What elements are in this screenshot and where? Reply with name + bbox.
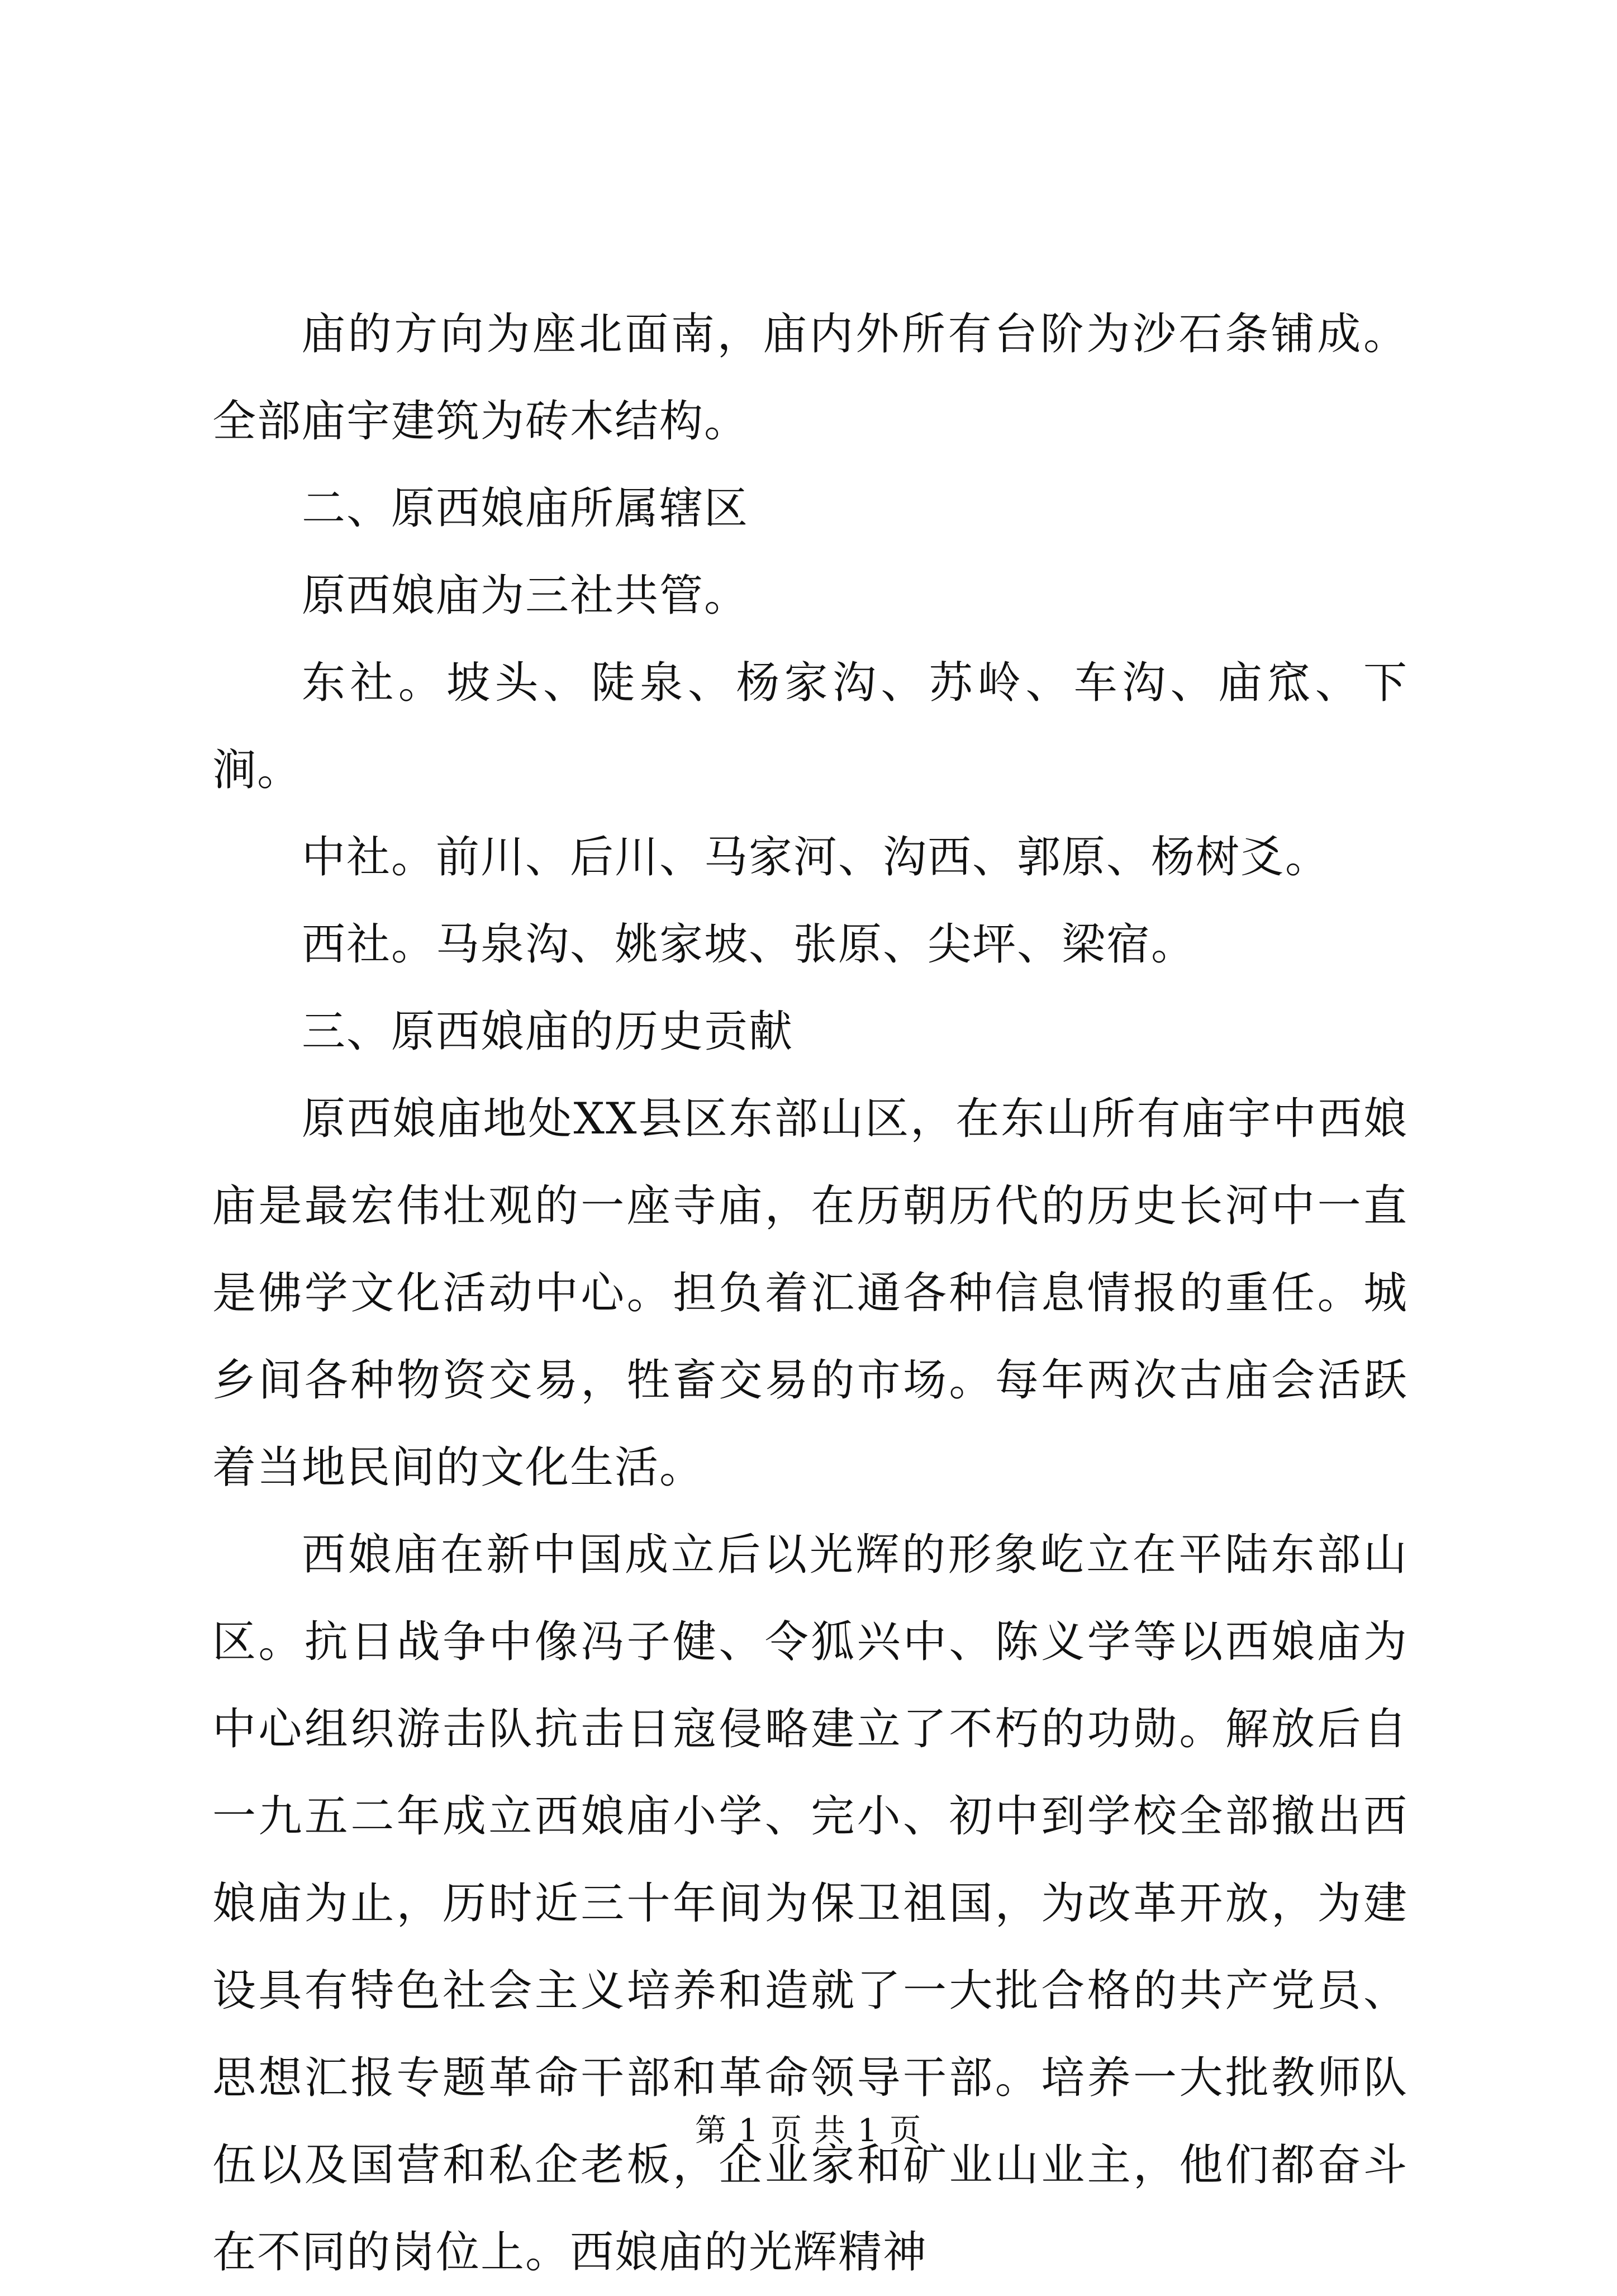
page-footer: 第 1 页 共 1 页 xyxy=(695,2113,922,2149)
paragraph-east-community: 东社。坡头、陡泉、杨家沟、苏岭、车沟、庙窊、下涧。 xyxy=(212,658,1408,795)
paragraph-middle-community: 中社。前川、后川、马家河、沟西、郭原、杨树爻。 xyxy=(302,832,1330,883)
paragraph-west-community: 西社。马泉沟、姚家坡、张原、尖坪、梁宿。 xyxy=(302,919,1196,970)
paragraph-after-founding: 西娘庙在新中国成立后以光辉的形象屹立在平陆东部山区。抗日战争中像冯子健、令狐兴中、陈义学等以西娘庙为中心组织游击队抗击日寇侵略建立了不朽的功勋。解放后自一九五二年成立西娘庙小学、完小、初中到学校全部撤出西娘庙为止，历时近三十年间为保卫祖国，为改革开放，为建设具有特色社会主义培养和造就了一大批合格的共产党员、思想汇报专题革命干部和革命领导干部。培养一大批教师队伍以及国营和私企老板，企业家和矿业山业主，他们都奋斗在不同的岗位上。西娘庙的光辉精神 xyxy=(212,1530,1408,2278)
section-heading-historical-contribution: 三、原西娘庙的历史贡献 xyxy=(302,1007,794,1057)
paragraph-three-communities: 原西娘庙为三社共管。 xyxy=(302,571,749,621)
paragraph-cultural-center: 原西娘庙地处XX县区东部山区，在东山所有庙宇中西娘庙是最宏伟壮观的一座寺庙，在历朝历代的历史长河中一直是佛学文化活动中心。担负着汇通各种信息情报的重任。城乡间各种物资交易，牲畜交易的市场。每年两次古庙会活跃着当地民间的文化生活。 xyxy=(212,1094,1408,1493)
section-heading-jurisdiction: 二、原西娘庙所属辖区 xyxy=(302,483,749,534)
paragraph-temple-orientation: 庙的方向为座北面南，庙内外所有台阶为沙石条铺成。全部庙宇建筑为砖木结构。 xyxy=(212,309,1408,447)
document-body xyxy=(212,291,1408,2296)
